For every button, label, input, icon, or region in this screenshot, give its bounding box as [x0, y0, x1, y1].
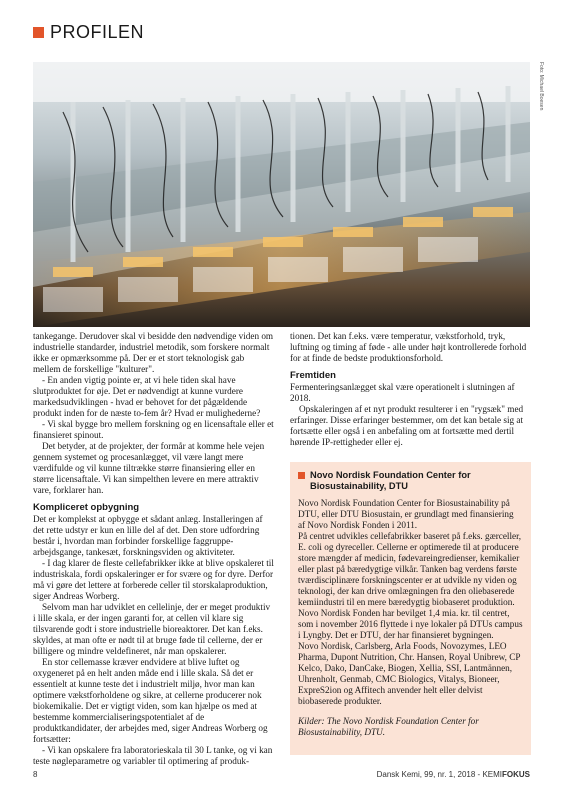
bioreactor-illustration	[33, 62, 530, 327]
fact-box-body	[290, 492, 531, 738]
paragraph: tankegange. Derudover skal vi besidde den nødvendige viden om industrielle standarder, industriel metodik, som forskere normalt ikke er opmærksomme på. Der er et stort teknologisk gab mellem de forskellige "kulturer".	[33, 331, 274, 374]
paragraph: Novo Nordisk Fonden har bevilget 1,4 mia. kr. til centret, som i november 2016 flyttede i nye lokaler på DTUs campus i Lyngby. Det er DTU, der har finansieret bygningen.	[298, 608, 523, 640]
photo-credit	[534, 62, 546, 152]
paragraph: Det er komplekst at opbygge et sådant anlæg. Installeringen af det rette udstyr er kun en lille del af det. Den store udfordring består i, hvordan man forbinder forskellige faggruppe-arbejdsgange, tankesæt, forskningsviden og aktiviteter.	[33, 514, 263, 557]
subheading: Fremtiden	[290, 370, 336, 381]
article-column-1	[33, 331, 274, 767]
paragraph: - En anden vigtig pointe er, at vi hele tiden skal have slutproduktet for øje. Det er nødvendigt at kunne vurdere markedsudviklingen - hvad er behovet for det pågældende produkt inden for de næste to-fem år? Hvad er mulighederne?	[33, 375, 261, 418]
paragraph: På centret udvikles cellefabrikker baseret på f.eks. gærceller, E. coli og dyreceller. Cellerne er optimerede til at producere store mængder af medicin, fødevareingredienser, kemikalier eller plast på bæredygtige vilkår. Tanken bag verdens første tværdisciplinære forskningscenter er at udvikle ny viden og teknologi, der kan drive omlægningen fra den oliebaserede kemiindustri til en mere bæredygtig biobaseret produktion.	[298, 531, 522, 607]
paragraph: Fermenteringsanlægget skal være operationelt i slutningen af 2018.	[290, 382, 515, 403]
box-square-icon	[298, 472, 305, 479]
page-number: 8	[33, 770, 38, 779]
journal-citation	[377, 770, 530, 779]
source-note: Kilder: The Novo Nordisk Foundation Center for Biosustainability, DTU.	[298, 716, 479, 737]
header-square-icon	[33, 27, 44, 38]
paragraph: Selvom man har udviklet en cellelinje, der er meget produktiv i lille skala, er der ingen garanti for, at cellen vil klare sig tilsvarende godt i store industrielle bioreaktorer. Det kan f.eks. skyldes, at man ofte er nødt til at bruge føde til cellerne, der er billigere og mindre veldefineret, når man opskalerer.	[33, 602, 271, 656]
photo-credit-text: Foto: Michael Boesen	[538, 62, 544, 111]
paragraph: Novo Nordisk, Carlsberg, Arla Foods, Novozymes, LEO Pharma, Dupont Nutrition, Chr. Hansen, Royal Unibrew, CP Kelco, Dako, DanCake, Biogen, Xellia, SSI, Lantmännen, Uhrenholt, Genmab, CMC Biologics, Vitalys, Bioneer, ExpreS2ion og Affitech anvender helt eller delvist biobaserede produkter.	[298, 641, 521, 706]
subheading: Kompliceret opbygning	[33, 502, 140, 513]
paragraph: En stor cellemasse kræver endvidere at blive luftet og oxygeneret på en helt anden måde end i lille skala. Så det er essentielt at kunne teste det i industrielt miljø, hvor man kan optimere vækstforholdene og sikre, at cellerne producerer nok biokemikalie. Det er vigtigt viden, som kan hjælpe os med at bestemme kommercialiseringspotentialet af de produktkandidater, der arbejdes med, siger Andreas Worberg og fortsætter:	[33, 657, 268, 744]
fact-box	[290, 462, 531, 755]
paragraph: Opskaleringen af et nyt produkt resulterer i en "rygsæk" med erfaringer. Disse erfaringer bestemmer, om det kan betale sig at fortsætte eller også i en anbefaling om at fortsætte med dertil hørende IP-rettigheder eller ej.	[290, 404, 524, 447]
paragraph: Det betyder, at de projekter, der formår at komme hele vejen gennem systemet og procesanlægget, vil være langt mere værdifulde og vil kunne tiltrække større finansiering eller en større licensaftale. Vi kan simpelthen levere en mere attraktiv vare, forklarer han.	[33, 441, 265, 495]
paragraph: - Vi kan opskalere fra laboratorieskala til 30 L tanke, og vi kan teste nøgleparametre og variabler til optimering af produk-	[33, 745, 273, 766]
paragraph: tionen. Det kan f.eks. være temperatur, vækstforhold, tryk, luftning og timing af føde - alle under højt kontrollerede forhold for at finde de bedste produktionsforhold.	[290, 331, 527, 363]
fact-box-title: Novo Nordisk Foundation Center for Biosustainability, DTU	[310, 470, 471, 491]
section-title: PROFILEN	[50, 21, 145, 42]
brand-text: FOKUS	[502, 770, 530, 779]
fact-box-header	[290, 462, 531, 492]
article-column-2	[290, 331, 531, 448]
citation-text: Dansk Kemi, 99, nr. 1, 2018 - KEMI	[376, 770, 502, 779]
section-header	[33, 22, 144, 42]
paragraph: Novo Nordisk Foundation Center for Biosustainability på DTU, eller DTU Biosustain, er grundlagt med finansiering af Novo Nordisk Fonden i 2011.	[298, 498, 514, 530]
paragraph: - Vi skal bygge bro mellem forskning og en licensaftale eller et finansieret spinout.	[33, 419, 274, 440]
paragraph: - I dag klarer de fleste cellefabrikker ikke at blive opskaleret til industriskala, fordi opskaleringer er for svære og for dyre. Derfor må vi gøre det lettere at forberede celler til storskalaproduktion, siger Andreas Worberg.	[33, 558, 274, 601]
lab-photo	[33, 62, 530, 327]
